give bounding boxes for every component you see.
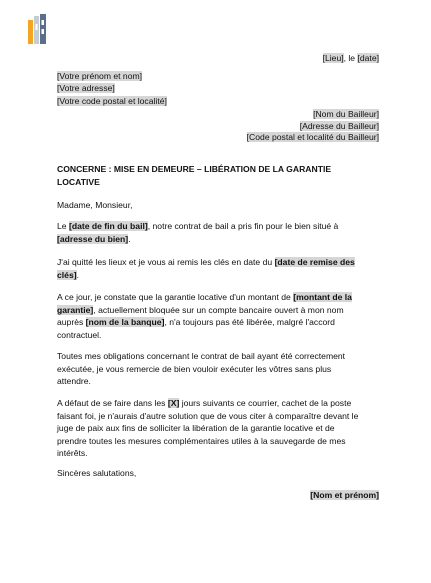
recipient-street: [Adresse du Bailleur]: [299, 120, 379, 131]
recipient-name: [Nom du Bailleur]: [313, 109, 379, 119]
closing: Sincères salutations,: [57, 468, 137, 478]
brand-logo-icon: [28, 14, 46, 46]
recipient-city: [Code postal et localité du Bailleur]: [246, 132, 379, 142]
sender-address: [57, 70, 167, 107]
greeting: Madame, Monsieur,: [57, 200, 133, 210]
subject-line: CONCERNE : MISE EN DEMEURE – LIBÉRATION DE LA GARANTIE LOCATIVE: [57, 164, 332, 187]
signature: [Nom et prénom]: [310, 490, 379, 500]
paragraph-obligations: Toutes mes obligations concernant le contrat de bail ayant été correctement exécutée, je vous remercie de bien vouloir exécuter les vôtres sans plus attendre.: [57, 351, 346, 387]
place-date: [Lieu], le [date]: [322, 53, 379, 63]
recipient-address: [247, 109, 379, 144]
paragraph-deposit-status: A ce jour, je constate que la garantie locative d'un montant de [montant de la garantie], actuellement bloquée sur un compte bancaire ouvert à mon nom auprès [nom de la banque], n'a toujours pas été libérée, malgré l'accord contractuel.: [57, 292, 352, 340]
sender-street: [Votre adresse]: [57, 83, 115, 94]
sender-name: [Votre prénom et nom]: [57, 71, 143, 81]
paragraph-keys-returned: J'ai quitté les lieux et je vous ai remis les clés en date du [date de remise des clés].: [57, 257, 355, 280]
sender-city: [Votre code postal et localité]: [57, 95, 167, 106]
paragraph-end-of-lease: Le [date de fin du bail], notre contrat de bail a pris fin pour le bien situé à [adresse du bien].: [57, 221, 339, 244]
paragraph-legal-action: A défaut de se faire dans les [X] jours suivants ce courrier, cachet de la poste faisant foi, je n'aurais d'autre solution que de vous citer à comparaître devant le juge de paix aux fins de solliciter la libération de la garantie locative et de prendre toutes les mesures complémentaires utiles à la sauvegarde de mes intérêts.: [57, 398, 359, 459]
